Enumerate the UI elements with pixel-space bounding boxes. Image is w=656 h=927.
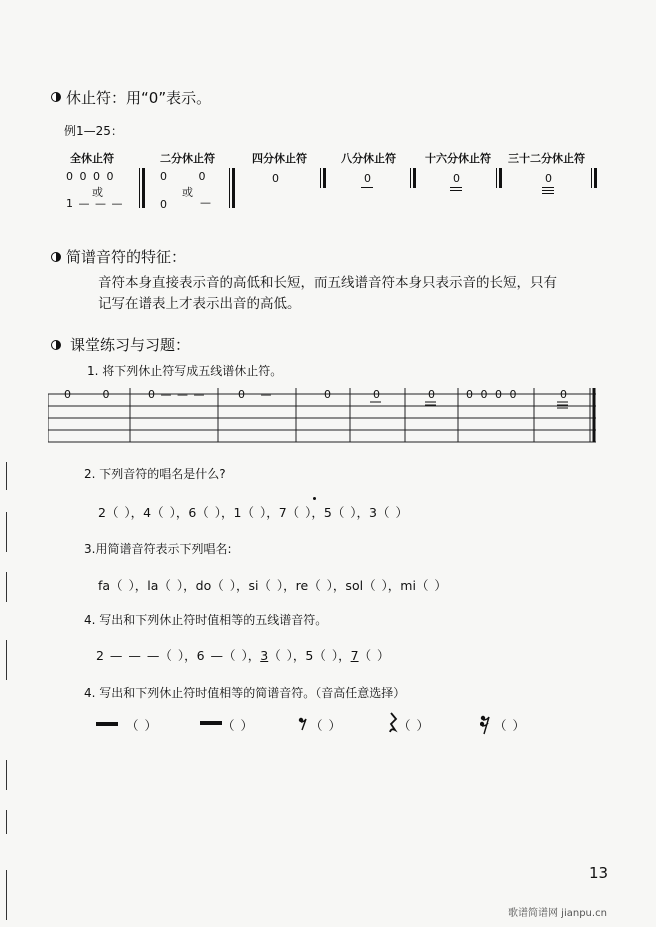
barline — [413, 168, 416, 188]
underline — [542, 187, 554, 188]
half-rest-alt-right: — — [200, 196, 211, 209]
margin-mark — [6, 462, 7, 490]
staff-measure-3: 0 — — [238, 388, 272, 401]
answer-blank-2: （ ） — [222, 718, 253, 733]
answer-blank-1: （ ） — [126, 718, 157, 733]
underline — [542, 190, 554, 191]
sixteenth-rest-icon — [480, 714, 492, 736]
q4-underlined-3: 3 — [260, 648, 269, 663]
margin-mark — [6, 870, 7, 920]
barline — [320, 168, 321, 188]
barline — [410, 168, 411, 188]
question-1: 1. 将下列休止符写成五线谱休止符。 — [87, 364, 283, 378]
barline — [594, 168, 597, 188]
features-line-1: 音符本身直接表示音的高低和长短，而五线谱音符本身只表示音的长短，只有 — [98, 275, 557, 291]
rest-name-half: 二分休止符 — [160, 152, 215, 165]
answer-blank-5: （ ） — [494, 718, 525, 733]
margin-mark — [6, 512, 7, 552]
section-bullet-icon — [51, 252, 61, 262]
question-2: 2. 下列音符的唱名是什么? — [84, 467, 226, 481]
underline — [450, 190, 462, 191]
section-bullet-icon — [51, 92, 61, 102]
rest-name-quarter: 四分休止符 — [252, 152, 307, 165]
staff-measure-6: 0 — [428, 388, 435, 401]
half-rest-icon — [200, 721, 222, 725]
question-3-items: fa（ ），la（ ），do（ ），si（ ），re（ ），sol（ ），mi（ ） — [98, 578, 447, 593]
or-label: 或 — [92, 186, 103, 199]
staff-measure-8: 0 — [560, 388, 567, 401]
watermark: 歌谱简谱网 jianpu.cn — [508, 908, 607, 919]
question-4: 4. 写出和下列休止符时值相等的五线谱音符。 — [84, 613, 328, 627]
quarter-rest-notation: 0 — [272, 172, 279, 185]
or-label: 或 — [182, 186, 193, 199]
section-bullet-icon — [51, 340, 61, 350]
half-rest-alt-left: 0 — [160, 198, 167, 211]
barline — [232, 168, 235, 208]
answer-blank-3: （ ） — [310, 718, 341, 733]
example-label: 例1—25： — [64, 124, 123, 138]
section-rest-title: 休止符：用“0”表示。 — [66, 89, 212, 107]
q4-underlined-7: 7 — [350, 648, 359, 663]
features-line-2: 记写在谱表上才表示出音的高低。 — [98, 296, 301, 312]
dot-above-icon — [313, 497, 316, 500]
whole-rest-notation: 0 0 0 0 — [66, 170, 114, 183]
margin-mark — [6, 572, 7, 602]
question-5: 4. 写出和下列休止符时值相等的简谱音符。（音高任意选择） — [84, 686, 406, 700]
staff-measure-1: 0 0 — [64, 388, 110, 401]
q4-part-1: 2 — — —（ ），6 —（ ）， — [96, 648, 261, 663]
staff-measure-5: 0 — [373, 388, 380, 401]
margin-mark — [6, 810, 7, 834]
eighth-rest-notation: 0 — [364, 172, 371, 185]
underline — [450, 187, 462, 188]
whole-rest-alt-notation: 1 — — — — [66, 197, 123, 210]
question-4-items — [96, 646, 390, 664]
quarter-rest-icon — [388, 712, 398, 734]
rest-name-whole: 全休止符 — [70, 152, 114, 165]
barline — [591, 168, 592, 188]
underline — [542, 193, 554, 194]
answer-blank-4: （ ） — [398, 718, 429, 733]
half-rest-notation: 0 0 — [160, 170, 206, 183]
margin-mark — [6, 760, 7, 790]
question-3: 3.用简谱音符表示下列唱名: — [84, 542, 232, 556]
barline — [229, 168, 230, 208]
staff-measure-4: 0 — [324, 388, 331, 401]
section-features-title: 简谱音符的特征： — [66, 248, 187, 266]
section-exercises-title: 课堂练习与习题： — [70, 336, 191, 354]
whole-rest-icon — [96, 722, 118, 726]
thirtysecond-rest-notation: 0 — [545, 172, 552, 185]
q4-part-3: （ ） — [358, 648, 390, 663]
eighth-rest-icon — [298, 716, 308, 732]
staff-measure-7: 0 0 0 0 — [466, 388, 517, 401]
underline — [361, 187, 373, 188]
question-2-items: 2（ ），4（ ），6（ ），1（ ），7（ ），5（ ），3（ ） — [98, 505, 408, 520]
rest-name-eighth: 八分休止符 — [341, 152, 396, 165]
rest-name-thirtysecond: 三十二分休止符 — [508, 152, 585, 165]
sixteenth-rest-notation: 0 — [453, 172, 460, 185]
rest-name-sixteenth: 十六分休止符 — [425, 152, 491, 165]
staff-measure-2: 0 — — — — [148, 388, 205, 401]
q4-part-2: （ ），5（ ）， — [268, 648, 351, 663]
barline — [142, 168, 145, 208]
page-number: 13 — [589, 864, 609, 882]
margin-mark — [6, 640, 7, 680]
barline — [323, 168, 326, 188]
barline — [496, 168, 497, 188]
barline — [139, 168, 140, 208]
barline — [499, 168, 502, 188]
